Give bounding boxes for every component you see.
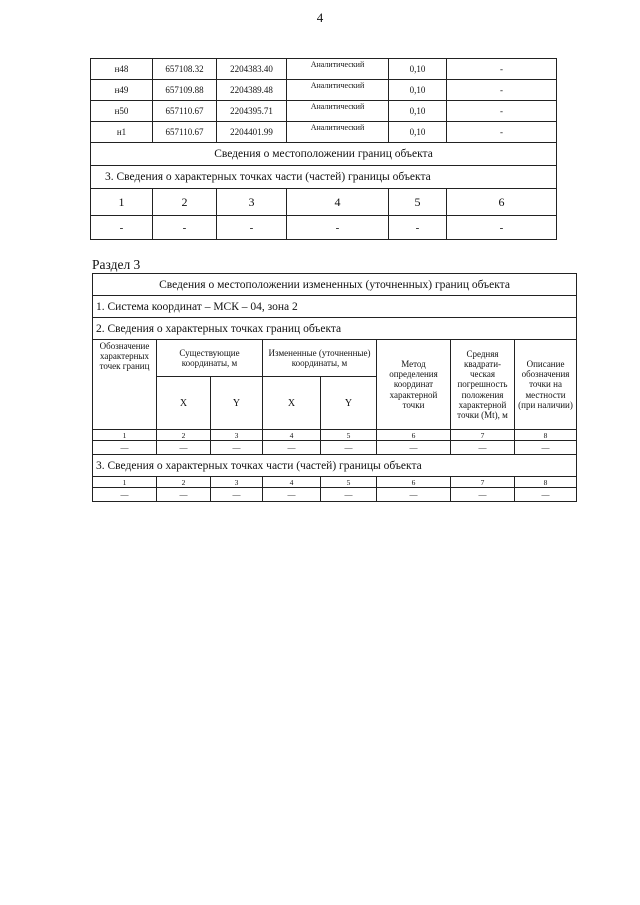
parts-heading: 3. Сведения о характерных точках части (частей) границы объекта [93,455,577,477]
points-heading: 2. Сведения о характерных точках границ объекта [93,318,577,340]
parts-heading-row [93,455,577,477]
coord-y: 2204389.48 [217,80,287,101]
dash-cell: — [211,441,263,455]
accuracy: 0,10 [389,80,447,101]
table-title-row [93,274,577,296]
dash-cell: - [389,216,447,240]
header-existing: Существующие координаты, м [157,340,263,377]
point-name: н50 [91,101,153,122]
header-description: Описание обозначения точки на местности (при наличии) [515,340,577,430]
column-numbers-row [93,430,577,441]
column-number: 5 [389,189,447,216]
parts-column-numbers-row [93,477,577,488]
dash-cell: — [263,441,321,455]
header-y: Y [211,377,263,430]
dash-cell: - [153,216,217,240]
accuracy: 0,10 [389,122,447,143]
header-x: X [263,377,321,430]
changed-boundaries-table [92,273,577,502]
coord-y: 2204401.99 [217,122,287,143]
column-number: 7 [451,430,515,441]
accuracy: 0,10 [389,59,447,80]
table-row [91,122,557,143]
column-number: 2 [157,477,211,488]
parts-dash-row [93,488,577,502]
column-number: 6 [447,189,557,216]
column-number: 6 [377,477,451,488]
section-heading: Сведения о местоположении границ объекта [91,143,557,166]
method: Аналитический [287,80,389,101]
column-number: 2 [157,430,211,441]
boundary-points-table [90,58,557,240]
dash-cell: — [263,488,321,502]
column-number: 4 [263,430,321,441]
section-subheading-row [91,166,557,189]
dash-cell: — [377,488,451,502]
column-number: 6 [377,430,451,441]
dash-row [93,441,577,455]
section-heading-row [91,143,557,166]
column-numbers-row [91,189,557,216]
coord-y: 2204383.40 [217,59,287,80]
column-number: 1 [93,477,157,488]
dash-row [91,216,557,240]
section-label: Раздел 3 [92,257,141,272]
column-number: 8 [515,430,577,441]
coordinate-system-row [93,296,577,318]
table-row [91,59,557,80]
column-number: 8 [515,477,577,488]
dash-cell: - [287,216,389,240]
header-method: Метод определения координат характерной точки [377,340,451,430]
header-x: X [157,377,211,430]
column-number: 7 [451,477,515,488]
dash-cell: - [447,216,557,240]
column-number: 4 [263,477,321,488]
table-row [91,80,557,101]
header-accuracy: Средняя квадрати-ческая погрешность положения характерной точки (Mt), м [451,340,515,430]
description: - [447,122,557,143]
dash-cell: — [93,441,157,455]
dash-cell: — [321,488,377,502]
description: - [447,59,557,80]
dash-cell: — [451,488,515,502]
dash-cell: - [217,216,287,240]
description: - [447,101,557,122]
coord-x: 657110.67 [153,101,217,122]
column-number: 1 [93,430,157,441]
column-number: 5 [321,430,377,441]
coord-x: 657108.32 [153,59,217,80]
column-number: 5 [321,477,377,488]
column-number: 1 [91,189,153,216]
point-name: н1 [91,122,153,143]
section-subheading: 3. Сведения о характерных точках части (частей) границы объекта [91,166,557,189]
point-name: н48 [91,59,153,80]
column-number: 3 [217,189,287,216]
method: Аналитический [287,101,389,122]
accuracy: 0,10 [389,101,447,122]
dash-cell: — [377,441,451,455]
coordinate-system: 1. Система координат – МСК – 04, зона 2 [93,296,577,318]
column-number: 4 [287,189,389,216]
dash-cell: - [91,216,153,240]
column-number: 3 [211,477,263,488]
dash-cell: — [451,441,515,455]
dash-cell: — [515,488,577,502]
points-heading-row [93,318,577,340]
dash-cell: — [211,488,263,502]
description: - [447,80,557,101]
header-designation: Обозначение характерных точек границ [93,340,157,430]
dash-cell: — [321,441,377,455]
table-row [91,101,557,122]
dash-cell: — [93,488,157,502]
header-y: Y [321,377,377,430]
coord-x: 657110.67 [153,122,217,143]
page-number: 4 [316,10,324,25]
header-row [93,340,577,377]
column-number: 3 [211,430,263,441]
header-changed: Измененные (уточненные) координаты, м [263,340,377,377]
method: Аналитический [287,122,389,143]
point-name: н49 [91,80,153,101]
dash-cell: — [515,441,577,455]
column-number: 2 [153,189,217,216]
dash-cell: — [157,441,211,455]
method: Аналитический [287,59,389,80]
dash-cell: — [157,488,211,502]
table-title: Сведения о местоположении измененных (уточненных) границ объекта [93,274,577,296]
coord-x: 657109.88 [153,80,217,101]
coord-y: 2204395.71 [217,101,287,122]
